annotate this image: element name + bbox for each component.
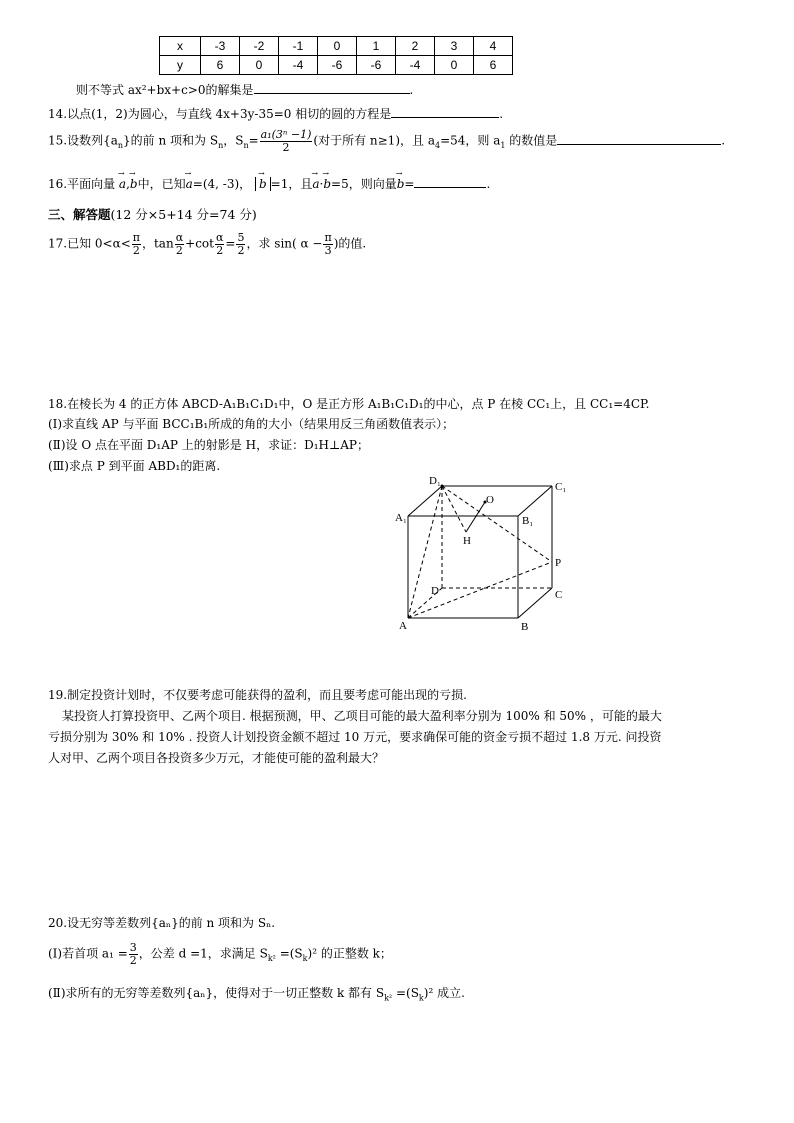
fraction-numerator: 3: [129, 941, 137, 954]
question-18-line-3: (Ⅱ)设 O 点在平面 D₁AP 上的射影是 H，求证：D₁H⊥AP；: [48, 438, 369, 452]
fraction-denominator: 2: [216, 243, 224, 257]
subscript: 1: [500, 140, 506, 150]
vector-b: → b: [323, 178, 331, 190]
question-19-line-3: 亏损分别为 30% 和 10% . 投资人计划投资金额不超过 10 万元，要求确保可能的资金亏损不超过 1.8 万元. 问投资: [48, 730, 662, 744]
vector-b: → b: [130, 178, 138, 190]
answer-blank: [254, 83, 410, 94]
table-cell: 0: [240, 56, 279, 75]
label-p: P: [555, 557, 562, 569]
question-15: 15.设数列$\{a_n\}$的前 n 项和为 $S_n$，$S_n=$ $\frac{\text{a₁(3ⁿ −1)}}{2}$ (对于所有 n≥1)，且 $a_4=54$，则 $a_1$ 的数值是 .: [48, 128, 726, 154]
question-18-line-4: (Ⅲ)求点 P 到平面 ABD₁的距离.: [48, 459, 221, 473]
cube-diagram: [385, 470, 585, 635]
question-15-text: ，S: [223, 133, 244, 148]
fraction-numerator: α: [175, 231, 184, 244]
table-cell: -4: [279, 56, 318, 75]
segment-d1-a: [408, 486, 442, 618]
fraction: [323, 232, 332, 256]
question-20-line-2: [48, 942, 392, 966]
subscript: n: [117, 140, 124, 150]
fraction-denominator: 2: [132, 243, 140, 257]
fraction-denominator: 2: [237, 243, 245, 257]
fraction-numerator: 5: [237, 231, 245, 244]
question-16-text: 中，已知: [137, 177, 186, 191]
magnitude-bars: [255, 177, 271, 191]
question-18-line-1: 18.在棱长为 4 的正方体 ABCD-A₁B₁C₁D₁中，O 是正方形 A₁B₁C₁D₁的中心，点 P 在棱 CC₁上，且 CC₁=4CP.: [48, 397, 650, 411]
table-cell: 2: [396, 37, 435, 56]
edge-a1-d1: [408, 486, 442, 516]
label-b1: B₁: [522, 515, 534, 527]
label-a: A: [399, 620, 407, 632]
fraction-numerator: π: [132, 231, 140, 244]
question-15-text: 15.设数列{a: [48, 133, 118, 148]
question-20-text: (Ⅰ)若首项 a₁ =: [48, 946, 128, 961]
edge-b-c: [518, 588, 552, 618]
subscript: k²: [384, 993, 393, 1003]
question-15-text: (对于所有 n≥1)，且 a: [313, 133, 435, 148]
question-16: 16.平面向量 → a,→ b中，已知→ a=(4, -3)， → b =1，且→ a·→ b=5，则向量→ b= .: [48, 177, 490, 190]
question-16-text: =: [404, 177, 415, 191]
label-d: D: [431, 585, 439, 597]
question-16-text: =(4, -3)，: [192, 177, 252, 191]
fraction-numerator: α: [215, 231, 224, 244]
table-cell: -6: [318, 56, 357, 75]
table-cell: 4: [474, 37, 513, 56]
answer-blank: [391, 107, 499, 118]
fraction-denominator: 2: [282, 140, 290, 154]
label-c1: C₁: [555, 481, 567, 493]
table-cell: y: [160, 56, 201, 75]
fraction: [132, 232, 141, 256]
question-20-text: ，公差 d =1，求满足 S: [138, 946, 268, 961]
subscript: k: [302, 953, 308, 963]
table-cell: -1: [279, 37, 318, 56]
question-20-line-1: 20.设无穷等差数列{aₙ}的前 n 项和为 Sₙ.: [48, 916, 276, 930]
table-cell: -3: [201, 37, 240, 56]
fraction-numerator: π: [324, 231, 332, 244]
question-16-text: =1，且: [270, 177, 313, 191]
section-score: (12 分×5+14 分=74 分): [110, 207, 257, 222]
edge-b1-c1: [518, 486, 552, 516]
question-17-text: )的值.: [333, 236, 367, 251]
subscript: n: [243, 140, 249, 150]
vector-a: → a: [119, 178, 126, 190]
vector-b: → b: [259, 178, 267, 190]
segment-o-h: [466, 502, 485, 532]
subscript: 4: [434, 140, 441, 150]
question-20-line-3: [48, 987, 465, 1002]
table-cell: -2: [240, 37, 279, 56]
question-19-line-4: 人对甲、乙两个项目各投资多少万元，才能使可能的盈利最大？: [48, 751, 385, 765]
segment-a-p: [408, 562, 552, 618]
table-cell: 0: [318, 37, 357, 56]
subscript: n: [218, 140, 224, 150]
question-17-text: =: [225, 236, 236, 251]
question-20-text: =(S: [392, 986, 419, 1000]
question-16-text: =5，则向量: [331, 177, 397, 191]
question-17-text: 17.已知 0<α<: [48, 236, 131, 251]
answer-blank: [414, 177, 486, 188]
question-20-text: )² 的正整数 k；: [307, 946, 392, 961]
table-cell: -6: [357, 56, 396, 75]
table-cell: -4: [396, 56, 435, 75]
fraction-denominator: 2: [129, 953, 137, 967]
question-20-text: =(S: [275, 946, 303, 961]
question-17-text: ，求 sin( α −: [246, 236, 323, 251]
question-14: 14.以点(1，2)为圆心，与直线 4x+3y-35=0 相切的圆的方程是 .: [48, 107, 504, 121]
segment-d1-h: [442, 486, 466, 532]
question-20-text: )² 成立.: [423, 986, 465, 1000]
vector-a: → a: [186, 178, 193, 190]
table-cell: 3: [435, 37, 474, 56]
label-h: H: [463, 535, 471, 547]
label-c: C: [555, 589, 563, 601]
xy-value-table: [159, 36, 513, 75]
question-15-text: }的前 n 项和为 S: [123, 133, 219, 148]
answer-blank: [557, 134, 721, 145]
table-cell: 0: [435, 56, 474, 75]
question-16-text: 16.平面向量: [48, 177, 116, 191]
table-row-x: [160, 37, 513, 56]
fraction: [260, 129, 313, 153]
section-heading: [48, 209, 257, 222]
question-17: [48, 232, 366, 256]
table-cell: x: [160, 37, 201, 56]
label-o: O: [486, 494, 494, 506]
subscript: k: [418, 993, 424, 1003]
label-b: B: [521, 621, 529, 633]
question-15-text: 的数值是: [505, 133, 558, 148]
section-title: 三、解答题: [48, 207, 111, 222]
point-d1: [441, 485, 444, 488]
question-19-line-2: 某投资人打算投资甲、乙两个项目. 根据预测，甲、乙项目可能的最大盈利率分别为 100% 和 50% ，可能的最大: [62, 709, 662, 723]
question-13-line: 则不等式 ax²+bx+c>0的解集是 .: [76, 83, 414, 97]
question-19-line-1: 19.制定投资计划时，不仅要考虑可能获得的盈利，而且要考虑可能出现的亏损.: [48, 688, 467, 702]
fraction: [236, 232, 245, 256]
table-row-y: [160, 56, 513, 75]
question-20-text: (Ⅱ)求所有的无穷等差数列{aₙ}，使得对于一切正整数 k 都有 S: [48, 986, 385, 1000]
vector-b: → b: [397, 178, 405, 190]
table-cell: 6: [474, 56, 513, 75]
fraction: [215, 232, 224, 256]
question-15-text: =: [248, 133, 259, 148]
subscript: k²: [267, 953, 276, 963]
label-d1: D₁: [429, 475, 441, 487]
fraction-denominator: 3: [324, 243, 332, 257]
question-18-line-2: (Ⅰ)求直线 AP 与平面 BCC₁B₁所成的角的大小（结果用反三角函数值表示）；: [48, 417, 455, 431]
fraction-denominator: 2: [175, 243, 183, 257]
vector-a: → a: [312, 178, 319, 190]
table-cell: 1: [357, 37, 396, 56]
dot-operator: ·: [319, 177, 324, 191]
table-cell: 6: [201, 56, 240, 75]
question-15-text: =54，则 a: [440, 133, 501, 148]
fraction-numerator: a₁(3ⁿ −1): [260, 128, 312, 141]
segment-d1-p: [442, 486, 552, 562]
question-17-text: +cot: [185, 236, 214, 251]
question-13-text: 则不等式 ax²+bx+c>0的解集是: [76, 83, 254, 97]
question-14-text: 14.以点(1，2)为圆心，与直线 4x+3y-35=0 相切的圆的方程是: [48, 107, 392, 121]
fraction: [175, 232, 184, 256]
label-a1: A₁: [395, 512, 407, 524]
question-17-text: ，tan: [141, 236, 174, 251]
fraction: [129, 942, 138, 966]
